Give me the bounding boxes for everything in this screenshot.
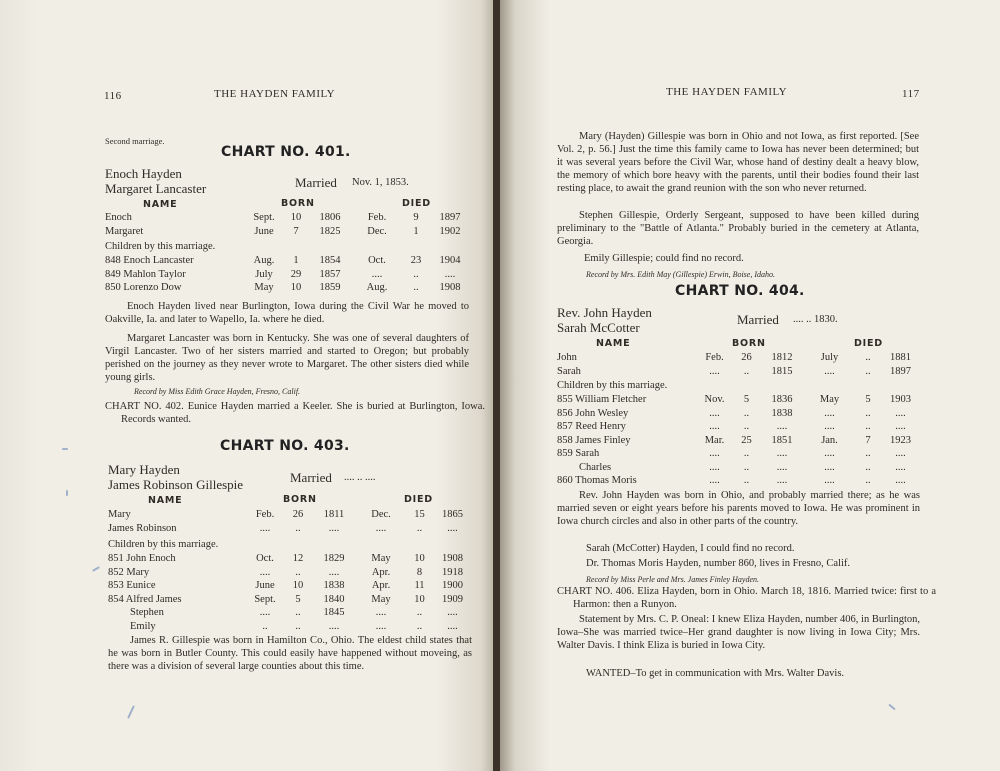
born-day-cell: 26 bbox=[292, 509, 304, 520]
died-day-cell: .. bbox=[865, 475, 871, 486]
chart-404-wife: Sarah McCotter bbox=[557, 320, 640, 335]
paragraph-oneal-statement: Statement by Mrs. C. P. Oneal: I knew Eliza Hayden, number 406, in Burlington, Iowa–She was married twice–Her grand daughter is now living in Iowa City; Mrs. Walter Davis. I think Eliza is buried in Iowa City. bbox=[557, 614, 920, 651]
born-year-cell: .... bbox=[776, 475, 788, 486]
died-day-cell: .. bbox=[865, 448, 871, 459]
born-day-cell: 5 bbox=[743, 394, 750, 405]
died-day-cell: .. bbox=[865, 407, 871, 419]
died-year-cell: 1918 bbox=[442, 566, 463, 578]
person-name-cell: 857 Reed Henry bbox=[557, 421, 626, 432]
died-month-cell: .... bbox=[375, 607, 387, 618]
died-day-cell: .. bbox=[416, 620, 423, 632]
died-day-cell: .. bbox=[865, 352, 871, 363]
born-month-cell: Feb. bbox=[705, 352, 724, 363]
child-row bbox=[557, 407, 920, 421]
born-year-cell: 1857 bbox=[319, 268, 341, 280]
died-year-cell: .... bbox=[895, 421, 906, 432]
born-day-cell: .. bbox=[743, 407, 750, 419]
chart-401-married-date: Nov. 1, 1853. bbox=[352, 177, 409, 188]
chart-403-children-table bbox=[108, 552, 472, 633]
died-year-cell: 1923 bbox=[890, 434, 911, 446]
born-month-cell: .... bbox=[259, 522, 271, 534]
person-name-cell: 855 William Fletcher bbox=[557, 394, 647, 405]
chart-401-name-header: NAME bbox=[143, 199, 178, 210]
died-year-cell: 1881 bbox=[890, 352, 911, 363]
person-name-cell: 856 John Wesley bbox=[557, 407, 629, 419]
child-row bbox=[105, 281, 470, 295]
born-year-cell: .... bbox=[776, 448, 788, 459]
died-month-cell: May bbox=[371, 553, 391, 564]
died-day-cell: .. bbox=[865, 365, 871, 377]
child-row bbox=[108, 620, 472, 634]
pen-mark bbox=[127, 705, 135, 719]
chart-401-paragraph-2: Margaret Lancaster was born in Kentucky. She was one of several daughters of Virgil Lancaster. Two of her sisters married and started to Oregon; but probably perished on the journey as they never wrote to Margaret. The other sisters died while young girls. bbox=[105, 333, 469, 383]
died-month-cell: May bbox=[819, 394, 840, 405]
child-row bbox=[557, 420, 920, 434]
pen-mark bbox=[62, 448, 68, 450]
born-year-cell: .... bbox=[328, 620, 340, 632]
died-month-cell: July bbox=[820, 352, 839, 363]
born-day-cell: 10 bbox=[290, 282, 302, 293]
died-year-cell: 1903 bbox=[890, 394, 911, 405]
born-year-cell: 1838 bbox=[771, 407, 793, 419]
died-day-cell: .. bbox=[865, 461, 871, 473]
person-name-cell: 858 James Finley bbox=[557, 434, 631, 446]
born-month-cell: June bbox=[254, 225, 274, 237]
chart-401-married-label: Married bbox=[295, 175, 337, 190]
person-name-cell: Stephen bbox=[130, 607, 164, 618]
person-row bbox=[557, 365, 920, 379]
born-year-cell: 1829 bbox=[323, 553, 345, 564]
born-day-cell: .. bbox=[743, 475, 750, 486]
second-marriage-note: Second marriage. bbox=[105, 136, 165, 146]
person-name-cell: Mary bbox=[108, 509, 131, 520]
chart-401-husband: Enoch Hayden bbox=[105, 166, 182, 181]
person-row bbox=[108, 522, 472, 536]
page-number: 116 bbox=[104, 90, 122, 102]
person-name-cell: 852 Mary bbox=[108, 566, 150, 578]
born-day-cell: 5 bbox=[295, 593, 301, 605]
died-year-cell: 1908 bbox=[442, 553, 463, 564]
born-year-cell: 1859 bbox=[319, 282, 341, 293]
pen-mark bbox=[92, 566, 100, 572]
child-row bbox=[108, 606, 472, 620]
died-month-cell: May bbox=[371, 593, 391, 605]
born-year-cell: 1845 bbox=[323, 607, 345, 618]
child-row bbox=[108, 579, 472, 593]
born-day-cell: .. bbox=[743, 448, 750, 459]
born-day-cell: .. bbox=[295, 566, 301, 578]
died-month-cell: Dec. bbox=[367, 225, 387, 237]
died-month-cell: Dec. bbox=[371, 509, 391, 520]
died-month-cell: .... bbox=[824, 461, 835, 473]
child-row bbox=[557, 461, 920, 475]
person-name-cell: 854 Alfred James bbox=[108, 593, 182, 605]
born-year-cell: 1825 bbox=[319, 225, 341, 237]
person-name-cell: 850 Lorenzo Dow bbox=[105, 282, 182, 293]
child-row bbox=[108, 593, 472, 607]
chart-403-parents-table bbox=[108, 508, 472, 535]
died-day-cell: 1 bbox=[413, 225, 419, 237]
person-name-cell: 851 John Enoch bbox=[108, 553, 176, 564]
person-name-cell: John bbox=[557, 352, 577, 363]
died-month-cell: Apr. bbox=[371, 566, 391, 578]
wanted-notice: WANTED–To get in communication with Mrs. Walter Davis. bbox=[586, 668, 845, 679]
born-month-cell: Sept. bbox=[254, 593, 276, 605]
chart-401-died-header: DIED bbox=[402, 198, 431, 209]
died-month-cell: .... bbox=[371, 268, 383, 280]
running-head: THE HAYDEN FAMILY bbox=[666, 86, 788, 98]
born-year-cell: 1851 bbox=[771, 434, 793, 446]
died-day-cell: .. bbox=[413, 282, 419, 293]
chart-401-wife: Margaret Lancaster bbox=[105, 181, 207, 196]
person-name-cell: Sarah bbox=[557, 365, 581, 377]
paragraph-emily-gillespie: Emily Gillespie; could find no record. bbox=[584, 253, 744, 264]
died-year-cell: .... bbox=[447, 522, 458, 534]
died-year-cell: 1904 bbox=[439, 255, 461, 266]
chart-401-record-credit: Record by Miss Edith Grace Hayden, Fresno, Calif. bbox=[134, 387, 301, 396]
died-year-cell: .... bbox=[895, 475, 906, 486]
chart-401-paragraph-1: Enoch Hayden lived near Burlington, Iowa during the Civil War he moved to Oakville, Ia. and later to Wapello, Ia. where he died. bbox=[105, 301, 469, 325]
born-month-cell: .... bbox=[709, 407, 720, 419]
paragraph-rev-john-hayden: Rev. John Hayden was born in Ohio, and probably married there; as he was married seven or eight years before his parents moved to Iowa. He was prominent in Iowa church circles and also in other parts of the country. bbox=[557, 490, 920, 527]
born-month-cell: Nov. bbox=[704, 394, 725, 405]
chart-404-children-label: Children by this marriage. bbox=[557, 380, 668, 391]
died-month-cell: Aug. bbox=[366, 282, 388, 293]
child-row bbox=[108, 566, 472, 580]
person-row bbox=[108, 508, 472, 522]
chart-403-married-date: .... .. .... bbox=[344, 472, 376, 483]
born-month-cell: .... bbox=[259, 566, 271, 578]
died-month-cell: Oct. bbox=[368, 255, 386, 266]
chart-403-husband: Mary Hayden bbox=[108, 462, 180, 477]
born-day-cell: .. bbox=[295, 620, 301, 632]
paragraph-sarah-mccotter: Sarah (McCotter) Hayden, I could find no record. bbox=[586, 543, 795, 554]
died-day-cell: 10 bbox=[414, 593, 425, 605]
born-day-cell: 12 bbox=[292, 553, 304, 564]
born-month-cell: .... bbox=[709, 448, 720, 459]
paragraph-mary-gillespie: Mary (Hayden) Gillespie was born in Ohio and not Iowa, as first reported. [See Vol. 2, p. 56.] Just the time this family came to Iowa has never been determined; but it was several years before the Civil War, whose hand of destiny dealt a heavy blow, the memory of which bore heavy with the parents, until their bodies found their last resting place, to await the grand reunion with the son who never returned. bbox=[557, 131, 919, 194]
chart-404-title: CHART NO. 404. bbox=[675, 283, 805, 299]
chart-404-husband: Rev. John Hayden bbox=[557, 305, 652, 320]
person-name-cell: 860 Thomas Moris bbox=[557, 475, 637, 486]
born-day-cell: 7 bbox=[293, 225, 299, 237]
died-year-cell: .... bbox=[895, 461, 906, 473]
died-year-cell: 1897 bbox=[439, 212, 461, 223]
running-head: THE HAYDEN FAMILY bbox=[214, 88, 336, 100]
born-year-cell: .... bbox=[776, 421, 788, 432]
born-year-cell: 1854 bbox=[319, 255, 341, 266]
died-month-cell: Jan. bbox=[821, 434, 838, 446]
born-year-cell: 1806 bbox=[319, 212, 341, 223]
died-year-cell: 1908 bbox=[439, 282, 461, 293]
born-month-cell: Mar. bbox=[704, 434, 725, 446]
pen-mark bbox=[888, 704, 895, 711]
born-day-cell: 26 bbox=[741, 352, 752, 363]
person-row bbox=[105, 225, 470, 239]
died-day-cell: 8 bbox=[416, 566, 423, 578]
child-row bbox=[557, 393, 920, 407]
born-year-cell: 1812 bbox=[771, 352, 793, 363]
died-day-cell: 5 bbox=[865, 394, 871, 405]
paragraph-stephen-gillespie: Stephen Gillespie, Orderly Sergeant, supposed to have been killed during preliminary to the "Battle of Atlanta." Probably buried in the cemetery at Atlanta, Georgia. bbox=[557, 210, 919, 247]
died-year-cell: 1900 bbox=[442, 580, 463, 591]
chart-403-married-label: Married bbox=[290, 470, 332, 485]
born-day-cell: 29 bbox=[290, 268, 302, 280]
died-year-cell: .... bbox=[447, 620, 458, 632]
born-year-cell: 1838 bbox=[323, 580, 345, 591]
born-year-cell: 1836 bbox=[771, 394, 793, 405]
born-day-cell: 10 bbox=[292, 580, 304, 591]
child-row bbox=[557, 474, 920, 488]
chart-404-parents-table bbox=[557, 351, 920, 378]
born-month-cell: Feb. bbox=[255, 509, 275, 520]
died-year-cell: .... bbox=[444, 268, 456, 280]
born-day-cell: 1 bbox=[293, 255, 299, 266]
born-day-cell: .. bbox=[743, 421, 750, 432]
born-month-cell: .... bbox=[709, 421, 720, 432]
chart-403-children-label: Children by this marriage. bbox=[108, 539, 219, 550]
chart-404-born-header: BORN bbox=[732, 338, 766, 349]
person-name-cell: Margaret bbox=[105, 225, 144, 237]
born-month-cell: .... bbox=[709, 461, 720, 473]
died-month-cell: Apr. bbox=[371, 580, 391, 591]
born-month-cell: .... bbox=[259, 607, 271, 618]
child-row bbox=[105, 268, 470, 282]
page-number: 117 bbox=[902, 88, 920, 100]
died-day-cell: 7 bbox=[865, 434, 871, 446]
chart-401-children-table bbox=[105, 254, 470, 295]
person-name-cell: Enoch bbox=[105, 212, 132, 223]
record-credit-1: Record by Mrs. Edith May (Gillespie) Erwin, Boise, Idaho. bbox=[586, 270, 775, 279]
child-row bbox=[557, 447, 920, 461]
born-month-cell: .... bbox=[709, 365, 720, 377]
chart-406-note: CHART NO. 406. Eliza Hayden, born in Ohio. March 18, 1816. Married twice: first to a Harmon: then a Runyon. bbox=[557, 586, 936, 610]
chart-401-born-header: BORN bbox=[281, 198, 315, 209]
child-row bbox=[557, 434, 920, 448]
died-month-cell: .... bbox=[375, 522, 387, 534]
died-month-cell: .... bbox=[824, 421, 835, 432]
person-row bbox=[557, 351, 920, 365]
born-day-cell: .. bbox=[295, 607, 301, 618]
chart-404-married-date: .... .. 1830. bbox=[793, 314, 838, 325]
died-year-cell: 1902 bbox=[439, 225, 461, 237]
person-name-cell: 859 Sarah bbox=[557, 448, 600, 459]
chart-403-born-header: BORN bbox=[283, 494, 317, 505]
born-year-cell: 1811 bbox=[323, 509, 345, 520]
born-day-cell: 25 bbox=[741, 434, 752, 446]
chart-403-paragraph-1: James R. Gillespie was born in Hamilton Co., Ohio. The eldest child states that he was born in Butler County. This could easily have happened without moveing, as there was a division of several large counties about this time. bbox=[108, 635, 472, 672]
born-day-cell: .. bbox=[295, 522, 301, 534]
chart-404-died-header: DIED bbox=[854, 338, 883, 349]
died-day-cell: 10 bbox=[414, 553, 425, 564]
chart-403-died-header: DIED bbox=[404, 494, 433, 505]
died-day-cell: 15 bbox=[414, 509, 425, 520]
died-day-cell: .. bbox=[416, 607, 423, 618]
born-month-cell: Sept. bbox=[253, 212, 275, 223]
born-year-cell: .... bbox=[776, 461, 788, 473]
died-year-cell: 1865 bbox=[442, 509, 463, 520]
chart-401-parents-table bbox=[105, 211, 470, 238]
person-name-cell: 848 Enoch Lancaster bbox=[105, 255, 194, 266]
died-month-cell: Feb. bbox=[367, 212, 387, 223]
record-credit-2: Record by Miss Perle and Mrs. James Finley Hayden. bbox=[586, 575, 759, 584]
chart-402-note: CHART NO. 402. Eunice Hayden married a Keeler. She is buried at Burlington, Iowa. Records wanted. bbox=[105, 401, 485, 425]
born-day-cell: .. bbox=[743, 365, 750, 377]
born-year-cell: .... bbox=[328, 522, 340, 534]
child-row bbox=[108, 552, 472, 566]
chart-404-children-table bbox=[557, 393, 920, 488]
born-year-cell: .... bbox=[328, 566, 340, 578]
paragraph-thomas-moris: Dr. Thomas Moris Hayden, number 860, lives in Fresno, Calif. bbox=[586, 558, 851, 569]
died-month-cell: .... bbox=[824, 407, 835, 419]
right-page bbox=[500, 0, 1000, 771]
chart-401-children-label: Children by this marriage. bbox=[105, 241, 216, 252]
died-day-cell: 9 bbox=[413, 212, 419, 223]
chart-403-name-header: NAME bbox=[148, 495, 183, 506]
died-month-cell: .... bbox=[824, 475, 835, 486]
died-day-cell: 23 bbox=[410, 255, 422, 266]
chart-404-name-header: NAME bbox=[596, 338, 631, 349]
chart-403-title: CHART NO. 403. bbox=[220, 438, 350, 454]
chart-404-married-label: Married bbox=[737, 312, 779, 327]
died-day-cell: 11 bbox=[414, 580, 425, 591]
born-month-cell: May bbox=[254, 282, 274, 293]
born-year-cell: 1815 bbox=[771, 365, 793, 377]
born-year-cell: 1840 bbox=[323, 593, 345, 605]
born-month-cell: Aug. bbox=[253, 255, 275, 266]
chart-401-title: CHART NO. 401. bbox=[221, 144, 351, 160]
born-month-cell: July bbox=[255, 268, 273, 280]
born-month-cell: .... bbox=[709, 475, 720, 486]
died-year-cell: .... bbox=[447, 607, 458, 618]
died-month-cell: .... bbox=[375, 620, 387, 632]
died-year-cell: .... bbox=[895, 407, 906, 419]
person-name-cell: James Robinson bbox=[108, 522, 177, 534]
born-day-cell: .. bbox=[743, 461, 750, 473]
person-name-cell: 853 Eunice bbox=[108, 580, 156, 591]
died-year-cell: 1897 bbox=[890, 365, 911, 377]
born-month-cell: June bbox=[255, 580, 275, 591]
born-month-cell: Oct. bbox=[256, 553, 274, 564]
died-day-cell: .. bbox=[416, 522, 423, 534]
pen-mark bbox=[66, 490, 68, 496]
chart-403-wife: James Robinson Gillespie bbox=[108, 477, 244, 492]
person-name-cell: Emily bbox=[130, 620, 156, 632]
died-year-cell: .... bbox=[895, 448, 906, 459]
born-day-cell: 10 bbox=[290, 212, 302, 223]
child-row bbox=[105, 254, 470, 268]
died-day-cell: .. bbox=[865, 421, 871, 432]
died-year-cell: 1909 bbox=[442, 593, 463, 605]
born-month-cell: .. bbox=[262, 620, 268, 632]
left-page bbox=[0, 0, 496, 771]
died-day-cell: .. bbox=[413, 268, 419, 280]
person-name-cell: 849 Mahlon Taylor bbox=[105, 268, 186, 280]
person-row bbox=[105, 211, 470, 225]
died-month-cell: .... bbox=[824, 365, 835, 377]
person-name-cell: Charles bbox=[579, 461, 612, 473]
died-month-cell: .... bbox=[824, 448, 835, 459]
